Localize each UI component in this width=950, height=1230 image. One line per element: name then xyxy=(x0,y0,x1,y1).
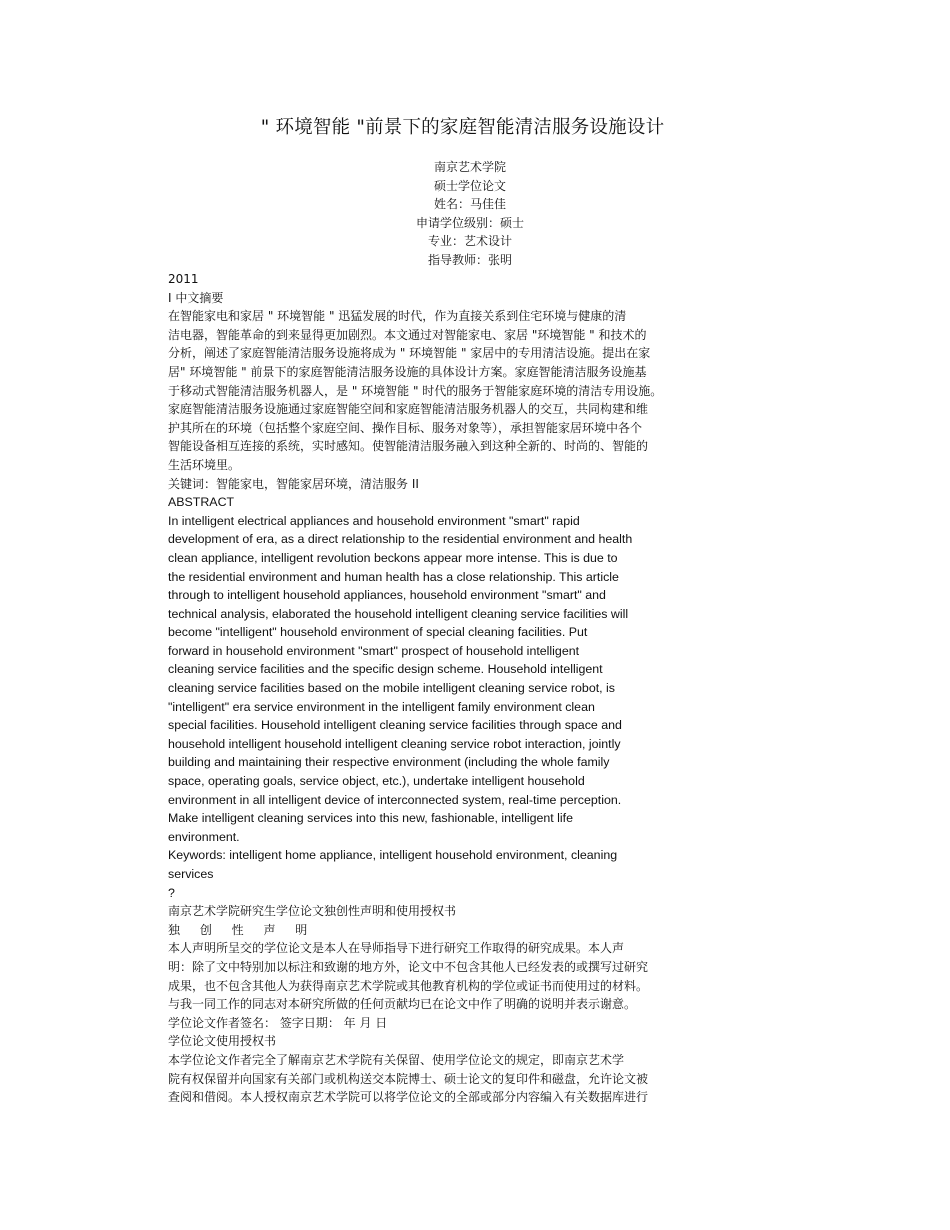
meta-thesis-type: 硕士学位论文 xyxy=(433,178,506,193)
chinese-abstract-line: 生活环境里。 xyxy=(168,457,241,472)
meta-school: 南京艺术学院 xyxy=(433,160,506,174)
thesis-meta xyxy=(0,158,940,270)
declaration-line: 本人声明所呈交的学位论文是本人在导师指导下进行研究工作取得的研究成果。本人声 xyxy=(168,941,625,956)
originality-statement-heading: 独 创 性 声 明 xyxy=(168,922,316,937)
chinese-abstract-line: 洁电器，智能革命的到来显得更加剧烈。本文通过对智能家电、家居 "环境智能 " 和技术的 xyxy=(168,327,647,342)
declaration-line: 与我一同工作的同志对本研究所做的任何贡献均已在论文中作了明确的说明并表示谢意。 xyxy=(168,997,637,1012)
english-abstract-line: cleaning service facilities and the specific design scheme. Household intelligent xyxy=(168,662,603,677)
english-abstract-line: become "intelligent" household environment of special cleaning facilities. Put xyxy=(168,625,588,640)
chinese-abstract-line: 居" 环境智能 " 前景下的家庭智能清洁服务设施的具体设计方案。家庭智能清洁服务设施基 xyxy=(168,364,647,379)
english-keywords: Keywords: intelligent home appliance, intelligent household environment, cleaning xyxy=(168,848,618,863)
document-body xyxy=(168,270,728,1107)
abstract-heading: ABSTRACT xyxy=(168,495,235,510)
chinese-abstract-line: 分析，阐述了家庭智能清洁服务设施将成为 " 环境智能 " 家居中的专用清洁设施。提出在家 xyxy=(168,346,651,361)
signature-date-line: 学位论文作者签名： 签字日期： 年 月 日 xyxy=(168,1015,388,1030)
chinese-keywords: 关键词：智能家电，智能家居环境，清洁服务 II xyxy=(168,476,419,491)
declaration-line: 明：除了文中特别加以标注和致谢的地方外，论文中不包含其他人已经发表的或撰写过研究 xyxy=(168,959,649,974)
year-line: 2011 xyxy=(168,272,199,286)
chinese-abstract-line: 智能设备相互连接的系统，实时感知。使智能清洁服务融入到这种全新的、时尚的、智能的 xyxy=(168,439,649,454)
english-abstract-line: household intelligent household intelligent cleaning service robot interaction, jointly xyxy=(168,736,621,751)
authorization-line: 查阅和借阅。本人授权南京艺术学院可以将学位论文的全部或部分内容编入有关数据库进行 xyxy=(168,1090,649,1105)
meta-degree-level: 申请学位级别：硕士 xyxy=(415,215,524,230)
english-abstract-line: Make intelligent cleaning services into this new, fashionable, intelligent life xyxy=(168,811,573,826)
english-abstract-line: through to intelligent household appliances, household environment "smart" and xyxy=(168,588,606,603)
english-keywords-continued: services xyxy=(168,867,214,881)
chinese-abstract-line: 于移动式智能清洁服务机器人，是 " 环境智能 " 时代的服务于智能家庭环境的清洁专用设施。 xyxy=(168,383,663,398)
english-abstract-line: space, operating goals, service object, etc.), undertake intelligent household xyxy=(168,774,585,789)
english-abstract-line: environment. xyxy=(168,829,240,844)
english-abstract-line: building and maintaining their respective environment (including the whole family xyxy=(168,755,610,770)
english-abstract-line: In intelligent electrical appliances and household environment "smart" rapid xyxy=(168,513,580,528)
authorization-line: 院有权保留并向国家有关部门或机构送交本院博士、硕士论文的复印件和磁盘，允许论文被 xyxy=(168,1071,649,1086)
meta-advisor: 指导教师：张明 xyxy=(427,252,512,267)
english-abstract-line: special facilities. Household intelligent cleaning service facilities through space and xyxy=(168,718,622,733)
chinese-abstract-line: 护其所在的环境（包括整个家庭空间、操作目标、服务对象等），承担智能家居环境中各个 xyxy=(168,420,643,435)
english-abstract-line: environment in all intelligent device of interconnected system, real-time perception. xyxy=(168,792,622,807)
authorization-heading: 学位论文使用授权书 xyxy=(168,1034,277,1049)
english-abstract-line: clean appliance, intelligent revolution beckons appear more intense. This is due to xyxy=(168,550,618,565)
english-abstract-line: cleaning service facilities based on the mobile intelligent cleaning service robot, is xyxy=(168,681,615,696)
document-title: " 环境智能 "前景下的家庭智能清洁服务设施设计 xyxy=(260,117,665,138)
meta-author-name: 姓名：马佳佳 xyxy=(433,197,506,212)
english-abstract-line: "intelligent" era service environment in the intelligent family environment clean xyxy=(168,699,595,714)
declaration-line: 成果，也不包含其他人为获得南京艺术学院或其他教育机构的学位或证书而使用过的材料。 xyxy=(168,978,649,993)
chinese-abstract-line: 在智能家电和家居 " 环境智能 " 迅猛发展的时代，作为直接关系到住宅环境与健康的清 xyxy=(168,309,627,324)
chinese-abstract-line: 家庭智能清洁服务设施通过家庭智能空间和家庭智能清洁服务机器人的交互，共同构建和维 xyxy=(168,402,649,417)
authorization-line: 本学位论文作者完全了解南京艺术学院有关保留、使用学位论文的规定，即南京艺术学 xyxy=(168,1052,625,1067)
meta-major: 专业：艺术设计 xyxy=(427,234,512,249)
chinese-abstract-heading: I 中文摘要 xyxy=(168,290,224,305)
english-abstract-line: forward in household environment "smart" prospect of household intelligent xyxy=(168,643,580,658)
declaration-section-title: 南京艺术学院研究生学位论文独创性声明和使用授权书 xyxy=(168,904,457,919)
english-abstract-line: the residential environment and human health has a close relationship. This article xyxy=(168,569,619,584)
stray-mark: ? xyxy=(168,885,175,900)
english-abstract-line: development of era, as a direct relationship to the residential environment and health xyxy=(168,532,633,547)
english-abstract-line: technical analysis, elaborated the household intelligent cleaning service facilities will xyxy=(168,606,629,621)
